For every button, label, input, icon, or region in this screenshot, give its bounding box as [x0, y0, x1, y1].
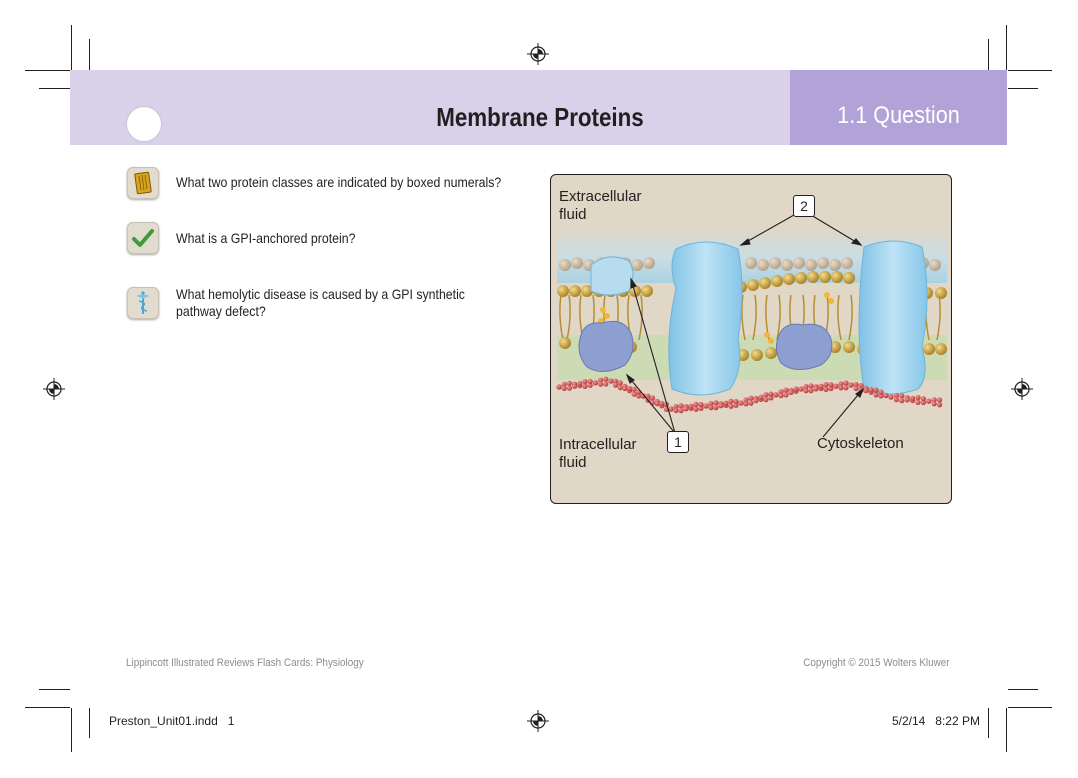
caduceus-icon: [127, 287, 159, 319]
page-title: Membrane Proteins: [436, 102, 644, 132]
cytoskeleton-label: Cytoskeleton: [817, 435, 904, 452]
footer-right: Copyright © 2015 Wolters Kluwer: [803, 657, 950, 669]
crop-mark: [988, 39, 989, 70]
crop-mark: [89, 708, 90, 738]
slug-filename: Preston_Unit01.indd 1: [109, 714, 235, 728]
intracellular-label: Intracellular: [559, 436, 637, 453]
section-tab-label: 1.1 Question: [837, 102, 960, 129]
extracellular-label: Extracellular: [559, 188, 642, 205]
crop-mark: [39, 689, 70, 690]
crop-mark: [39, 88, 70, 89]
crop-mark: [1008, 88, 1038, 89]
footer-left: Lippincott Illustrated Reviews Flash Cards: Physiology: [126, 657, 364, 669]
card-circle-marker: [127, 107, 161, 141]
question-text: What is a GPI-anchored protein?: [176, 230, 356, 246]
crop-mark: [1006, 708, 1007, 752]
checkmark-icon: [127, 222, 159, 254]
question-text: What hemolytic disease is caused by a GPI synthetic: [176, 286, 465, 302]
registration-mark-icon: [1011, 378, 1033, 400]
extracellular-label: fluid: [559, 206, 587, 223]
registration-mark-icon: [527, 710, 549, 732]
crop-mark: [71, 708, 72, 752]
crop-mark: [988, 708, 989, 738]
crop-mark: [71, 25, 72, 70]
slug-datetime: 5/2/14 8:22 PM: [891, 714, 980, 728]
card-icon: [127, 167, 159, 199]
registration-mark-icon: [43, 378, 65, 400]
numeral-box-1: 1: [667, 431, 689, 453]
crop-mark: [1008, 689, 1038, 690]
registration-mark-icon: [527, 43, 549, 65]
membrane-figure: [550, 174, 952, 504]
crop-mark: [1008, 707, 1052, 708]
crop-mark: [1008, 70, 1052, 71]
membrane-illustration: [551, 175, 951, 503]
intracellular-label: fluid: [559, 454, 587, 471]
crop-mark: [25, 707, 70, 708]
crop-mark: [25, 70, 70, 71]
question-text-continued: pathway defect?: [176, 303, 266, 319]
crop-mark: [1006, 25, 1007, 70]
crop-mark: [89, 39, 90, 70]
question-text: What two protein classes are indicated by boxed numerals?: [176, 174, 502, 190]
numeral-box-2: 2: [793, 195, 815, 217]
